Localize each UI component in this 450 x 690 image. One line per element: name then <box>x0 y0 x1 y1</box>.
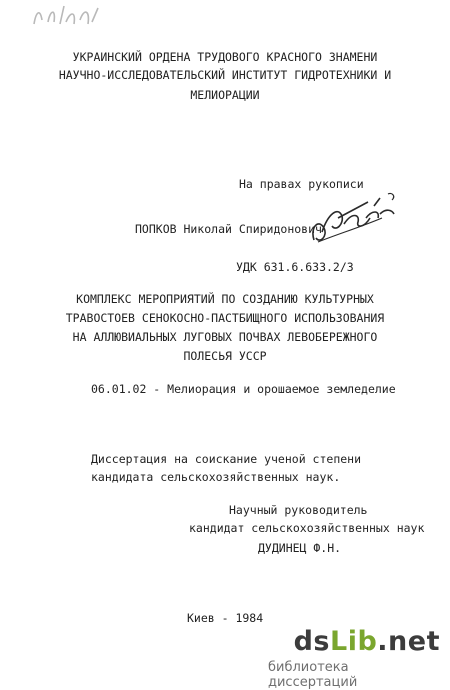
title-line-1: КОМПЛЕКС МЕРОПРИЯТИЙ ПО СОЗДАНИЮ КУЛЬТУРНЫХ <box>76 292 374 306</box>
udc-code: УДК 631.6.633.2/3 <box>236 260 354 274</box>
author-name: ПОПКОВ Николай Спиридонович <box>135 222 322 236</box>
institution-line-2: НАУЧНО-ИССЛЕДОВАТЕЛЬСКИЙ ИНСТИТУТ ГИДРОТЕХНИКИ И <box>58 68 392 82</box>
dissertation-line-2: кандидата сельскохозяйственных наук. <box>91 470 341 484</box>
place-year: Киев - 1984 <box>187 611 264 625</box>
title-line-2: ТРАВОСТОЕВ СЕНОКОСНО-ПАСТБИЩНОГО ИСПОЛЬЗОВАНИЯ <box>65 311 385 325</box>
rights-note: На правах рукописи <box>239 177 364 191</box>
institution-line-3: МЕЛИОРАЦИИ <box>190 88 260 102</box>
dissertation-line-1: Диссертация на соискание ученой степени <box>91 452 362 466</box>
supervisor-role: Научный руководитель <box>229 503 368 517</box>
watermark <box>268 626 446 690</box>
title-line-3: НА АЛЛЮВИАЛЬНЫХ ЛУГОВЫХ ПОЧВАХ ЛЕВОБЕРЕЖНОГО <box>72 330 378 344</box>
supervisor-name: ДУДИНЕЦ Ф.Н. <box>258 541 342 555</box>
title-line-4: ПОЛЕСЬЯ УССР <box>183 349 267 363</box>
institution-line-1: УКРАИНСКИЙ ОРДЕНА ТРУДОВОГО КРАСНОГО ЗНАМЕНИ <box>72 50 378 64</box>
watermark-logo: dsLib.net <box>293 626 440 657</box>
specialty-code: 06.01.02 - Мелиорация и орошаемое земледелие <box>91 382 396 396</box>
watermark-subtitle: библиотека диссертаций <box>268 660 358 690</box>
handwritten-signature-icon <box>308 188 400 250</box>
supervisor-degree: кандидат сельскохозяйственных наук <box>189 521 425 535</box>
handwritten-scribble-icon <box>30 2 102 30</box>
